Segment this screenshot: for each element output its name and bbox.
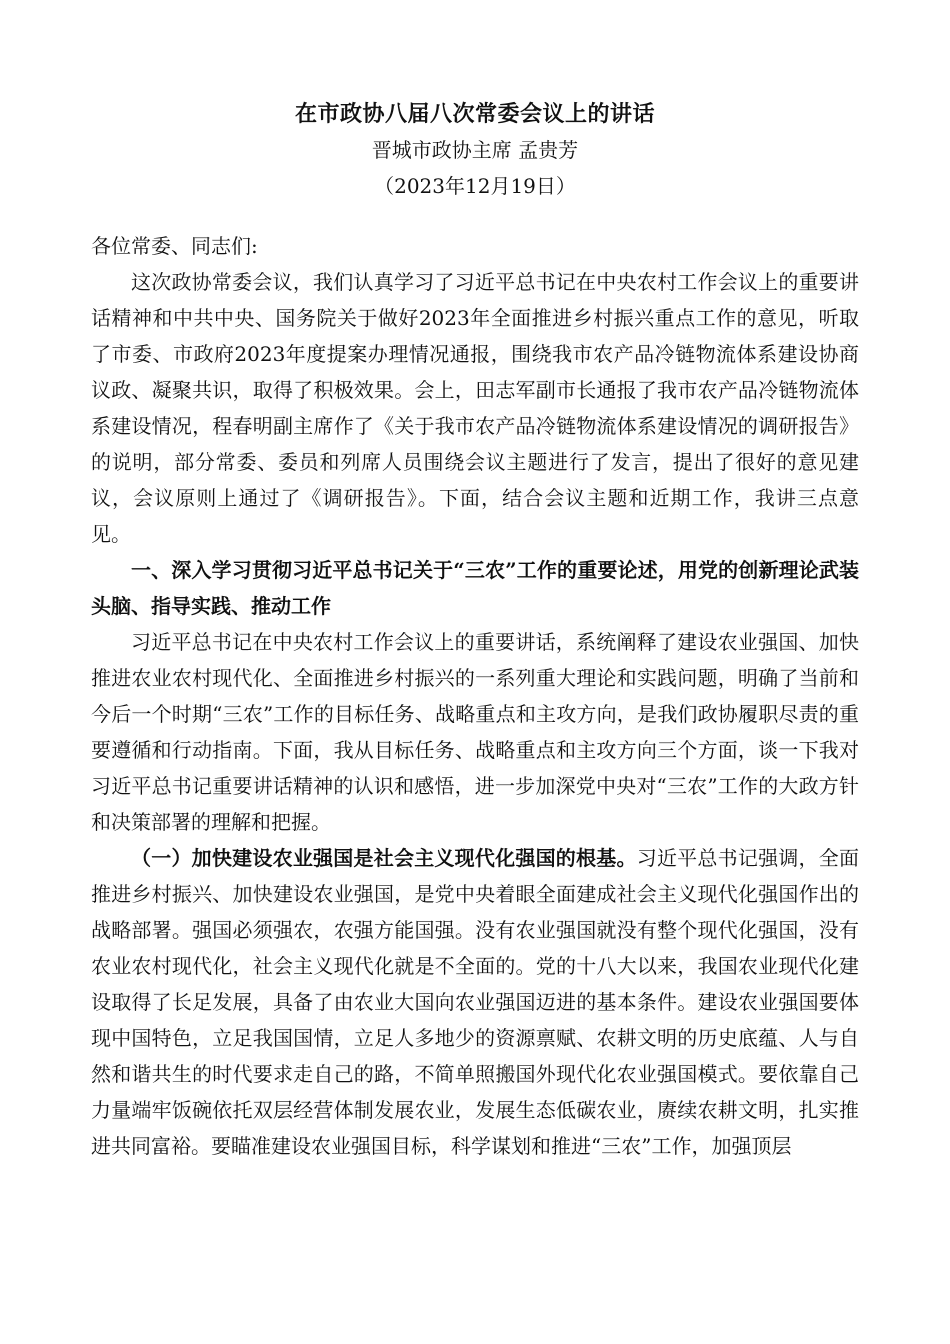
- document-title: 在市政协八届八次常委会议上的讲话: [294, 101, 655, 127]
- section-heading-1: 一、深入学习贯彻习近平总书记关于“三农”工作的重要论述，用党的创新理论武装头脑、指导实践、推动工作: [91, 558, 859, 618]
- document-body: [91, 96, 859, 1164]
- salutation: 各位常委、同志们:: [91, 234, 258, 258]
- section-1-paragraph: 习近平总书记在中央农村工作会议上的重要讲话，系统阐释了建设农业强国、加快推进农业农村现代化、全面推进乡村振兴的一系列重大理论和实践问题，明确了当前和今后一个时期“三农”工作的目标任务、战略重点和主攻方向，是我们政协履职尽责的重要遵循和行动指南。下面，我从目标任务、战略重点和主攻方向三个方面，谈一下我对习近平总书记重要讲话精神的认识和感悟，进一步加深党中央对“三农”工作的大政方针和决策部署的理解和把握。: [91, 630, 859, 834]
- intro-paragraph: 这次政协常委会议，我们认真学习了习近平总书记在中央农村工作会议上的重要讲话精神和中共中央、国务院关于做好2023年全面推进乡村振兴重点工作的意见，听取了市委、市政府2023年度提案办理情况通报，围绕我市农产品冷链物流体系建设协商议政、凝聚共识，取得了积极效果。会上，田志军副市长通报了我市农产品冷链物流体系建设情况，程春明副主席作了《关于我市农产品冷链物流体系建设情况的调研报告》的说明，部分常委、委员和列席人员围绕会议主题进行了发言，提出了很好的意见建议，会议原则上通过了《调研报告》。下面，结合会议主题和近期工作，我讲三点意见。: [91, 270, 859, 546]
- subsection-1-body: 习近平总书记强调，全面推进乡村振兴、加快建设农业强国，是党中央着眼全面建成社会主义现代化强国作出的战略部署。强国必须强农，农强方能国强。没有农业强国就没有整个现代化强国，没有农业农村现代化，社会主义现代化就是不全面的。党的十八大以来，我国农业现代化建设取得了长足发展，具备了由农业大国向农业强国迈进的基本条件。建设农业强国要体现中国特色，立足我国国情，立足人多地少的资源禀赋、农耕文明的历史底蕴、人与自然和谐共生的时代要求走自己的路，不简单照搬国外现代化农业强国模式。要依靠自己力量端牢饭碗依托双层经营体制发展农业，发展生态低碳农业，赓续农耕文明，扎实推进共同富裕。要瞄准建设农业强国目标，科学谋划和推进“三农”工作，加强顶层: [91, 846, 860, 1158]
- document-date: （2023年12月19日）: [374, 174, 576, 198]
- subsection-1-paragraph: [91, 840, 859, 1164]
- subsection-1-lead: （一）加快建设农业强国是社会主义现代化强国的根基。: [131, 846, 637, 870]
- document-author: 晋城市政协主席 孟贵芳: [371, 138, 579, 162]
